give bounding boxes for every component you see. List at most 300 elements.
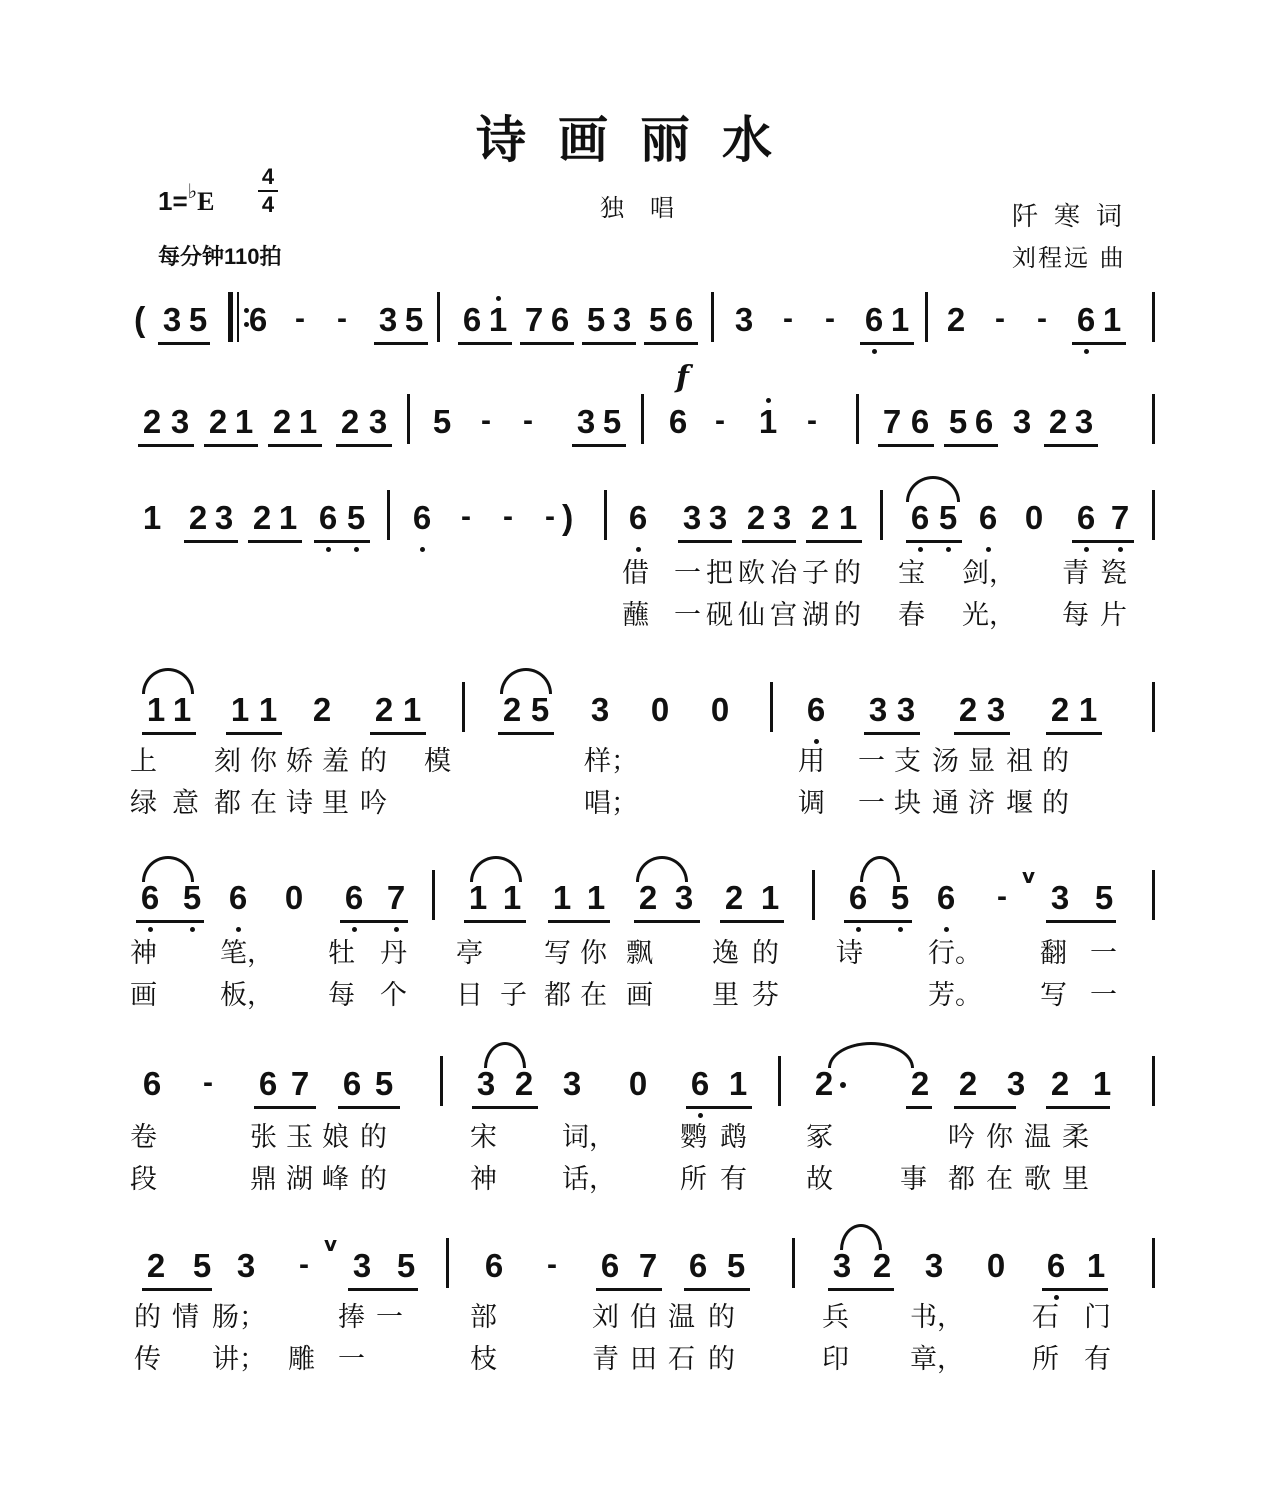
augmentation-dot [840,1082,846,1088]
note: 3 [590,691,610,728]
lyric-char: 有 [1084,1344,1111,1375]
low-octave-dot [1084,547,1089,552]
lyric-char: 宋 [470,1122,497,1153]
extension-dash: - [523,404,533,437]
lyric-char: 刘 [592,1302,619,1333]
time-signature [256,166,280,216]
low-octave-dot [354,547,359,552]
note: 1 [552,879,572,916]
note: 2 [502,691,522,728]
note: 6 [600,1247,620,1284]
low-octave-dot [946,547,951,552]
high-octave-dot [496,296,501,301]
lyric-char: 写 [1040,980,1067,1011]
lyric-char: 书， [910,1302,964,1333]
lyric-char: 词， [562,1122,616,1153]
lyric-char: 块 [894,788,921,819]
eighth-underline [1046,1106,1110,1109]
extension-dash: - [995,302,1005,335]
note: 2 [724,879,744,916]
low-octave-dot [148,927,153,932]
note: 2 [146,1247,166,1284]
eighth-underline [806,540,862,543]
note: 2 [1050,691,1070,728]
lyric-char: 玉 [286,1122,313,1153]
note: 2 [958,1065,978,1102]
note: 0 [650,691,670,728]
eighth-underline [136,920,204,923]
note: 3 [682,499,702,536]
note: 7 [524,301,544,338]
eighth-underline [1072,540,1134,543]
lyric-char: 的 [834,600,861,631]
note: 2 [946,301,966,338]
lyric-char: 你 [250,746,277,777]
lyric-char: 唱； [584,788,638,819]
note: 1 [468,879,488,916]
barline [462,682,465,732]
note: 3 [674,879,694,916]
lyric-char: 张 [250,1122,277,1153]
lyric-char: 飘 [626,938,653,969]
barline [711,292,714,342]
extension-dash: - [545,500,555,533]
lyric-char: 有 [720,1164,747,1195]
eighth-underline [596,1288,662,1291]
note: 3 [832,1247,852,1284]
note: 1 [142,499,162,536]
lyric-char: 把 [706,558,733,589]
lyric-char: 肠； [212,1302,266,1333]
lyric-char: 峰 [322,1164,349,1195]
note: 6 [848,879,868,916]
breath-mark-icon: v [324,1232,338,1256]
lyric-char: 田 [630,1344,657,1375]
low-octave-dot [918,547,923,552]
low-octave-dot [1084,349,1089,354]
note: 1 [758,403,778,440]
barline [856,394,859,444]
lyric-char: 一 [674,600,701,631]
lyric-char: 牡 [328,938,355,969]
note: 2 [810,499,830,536]
eighth-underline [204,444,258,447]
note: 7 [882,403,902,440]
performance-mode: 独唱 [600,194,700,222]
lyric-char: 你 [580,938,607,969]
note: 6 [1076,499,1096,536]
note: 3 [612,301,632,338]
lyric-char: 神 [130,938,157,969]
lyric-char: 调 [798,788,825,819]
note: 1 [402,691,422,728]
note: 5 [374,1065,394,1102]
lyric-char: 一 [1090,938,1117,969]
note: 0 [986,1247,1006,1284]
note: 2 [958,691,978,728]
note: 7 [290,1065,310,1102]
lyric-char: 通 [932,788,959,819]
lyric-char: 每 [1062,600,1089,631]
note: 5 [182,879,202,916]
lyric-char: 行。 [928,938,982,969]
lyric-char: 里 [1062,1164,1089,1195]
extension-dash: - [825,302,835,335]
note: 6 [550,301,570,338]
lyric-char: 板， [220,980,274,1011]
lyricist-credit: 阡寒词 [1012,202,1139,232]
note: 3 [1006,1065,1026,1102]
key-prefix: 1= [158,186,188,216]
repeat-thin-line [237,292,239,342]
lyric-char: 在 [986,1164,1013,1195]
eighth-underline [944,444,998,447]
eighth-underline [374,342,428,345]
lyric-char: 里 [322,788,349,819]
note: 1 [1086,1247,1106,1284]
note: 5 [530,691,550,728]
low-octave-dot [698,1113,703,1118]
eighth-underline [878,444,934,447]
lyric-char: 支 [894,746,921,777]
lyric-char: 蘸 [622,600,649,631]
barline [778,1056,781,1106]
note: 0 [628,1065,648,1102]
lyric-char: 印 [822,1344,849,1375]
note: 6 [690,1065,710,1102]
song-title: 诗画丽水 [476,110,804,169]
note: 1 [760,879,780,916]
note: 3 [214,499,234,536]
eighth-underline [520,342,574,345]
note: 3 [352,1247,372,1284]
lyric-char: 宝 [898,558,925,589]
note: 3 [896,691,916,728]
lyric-char: 温 [1024,1122,1051,1153]
lyric-char: 石 [1032,1302,1059,1333]
eighth-underline [678,540,732,543]
lyric-char: 温 [668,1302,695,1333]
low-octave-dot [986,547,991,552]
note: 2 [1050,1065,1070,1102]
lyric-char: 娇 [286,746,313,777]
extension-dash: - [299,1248,309,1281]
note: 2 [910,1065,930,1102]
low-octave-dot [236,927,241,932]
lyric-char: 吟 [360,788,387,819]
eighth-underline [336,444,392,447]
eighth-underline [1042,1288,1108,1291]
lyric-char: 都 [544,980,571,1011]
barline [387,490,390,540]
note: 3 [734,301,754,338]
lyric-char: 的 [134,1302,161,1333]
note: 2 [208,403,228,440]
note: 3 [1074,403,1094,440]
note: 6 [978,499,998,536]
note: 5 [938,499,958,536]
lyric-char: 日 [456,980,483,1011]
note: 5 [192,1247,212,1284]
note: 2 [188,499,208,536]
note: 3 [236,1247,256,1284]
barline [1152,394,1155,444]
lyric-char: 子 [802,558,829,589]
lyric-char: 吟 [948,1122,975,1153]
slur-tie [828,1042,914,1068]
note: 2 [872,1247,892,1284]
note: 6 [462,301,482,338]
lyric-char: 堰 [1006,788,1033,819]
eighth-underline [634,920,700,923]
lyric-char: 的 [360,1122,387,1153]
breath-mark-icon: v [1022,864,1036,888]
note: 6 [864,301,884,338]
note: 2 [814,1065,834,1102]
note: 6 [936,879,956,916]
note: 5 [648,301,668,338]
note: 1 [258,691,278,728]
note: 5 [404,301,424,338]
eighth-underline [860,342,914,345]
lyric-char: 意 [172,788,199,819]
note: 2 [252,499,272,536]
note: 0 [710,691,730,728]
barline [407,394,410,444]
note: 5 [602,403,622,440]
lyric-char: 枝 [470,1344,497,1375]
lyric-char: 在 [580,980,607,1011]
lyric-char: 诗 [286,788,313,819]
extension-dash: - [461,500,471,533]
lyric-char: 笔， [220,938,274,969]
lyric-char: 青 [592,1344,619,1375]
lyric-char: 在 [250,788,277,819]
barline [604,490,607,540]
eighth-underline [1044,444,1098,447]
note: 6 [910,499,930,536]
lyric-char: 你 [986,1122,1013,1153]
eighth-underline [184,540,238,543]
lyric-char: 祖 [1006,746,1033,777]
note: 7 [1110,499,1130,536]
lyric-char: 所 [680,1164,707,1195]
eighth-underline [844,920,912,923]
lyric-char: 部 [470,1302,497,1333]
extension-dash: - [715,404,725,437]
note: 3 [772,499,792,536]
eighth-underline [248,540,302,543]
lyric-char: 所 [1032,1344,1059,1375]
lyric-char: 的 [708,1344,735,1375]
note: 3 [476,1065,496,1102]
lyric-char: 神 [470,1164,497,1195]
low-octave-dot [898,927,903,932]
note: 7 [386,879,406,916]
note: 2 [514,1065,534,1102]
note: 3 [378,301,398,338]
lyric-char: 故 [806,1164,833,1195]
note: 6 [628,499,648,536]
extension-dash: - [547,1248,557,1281]
lyric-char: 翻 [1040,938,1067,969]
extension-dash: - [807,404,817,437]
eighth-underline [686,1106,752,1109]
note: 2 [638,879,658,916]
lyric-char: 一 [858,788,885,819]
lyric-char: 砚 [706,600,733,631]
note: 2 [340,403,360,440]
note: 3 [576,403,596,440]
extension-dash: - [783,302,793,335]
low-octave-dot [420,547,425,552]
eighth-underline [1046,732,1102,735]
barline [880,490,883,540]
note: 3 [868,691,888,728]
lyric-char: 鹉 [720,1122,747,1153]
low-octave-dot [856,927,861,932]
lyric-char: 子 [500,980,527,1011]
note: 6 [974,403,994,440]
note: 5 [890,879,910,916]
lyric-char: 春 [898,600,925,631]
extension-dash: - [1037,302,1047,335]
eighth-underline [142,1288,212,1291]
lyric-char: 段 [130,1164,157,1195]
note: 3 [170,403,190,440]
eighth-underline [464,920,526,923]
lyric-char: 一 [1090,980,1117,1011]
lyric-char: 的 [708,1302,735,1333]
extension-dash: - [203,1066,213,1099]
lyric-char: 画 [626,980,653,1011]
eighth-underline [742,540,796,543]
note: 0 [1024,499,1044,536]
tempo-marking: 每分钟110拍 [158,244,282,269]
note: 3 [162,301,182,338]
lyric-char: 的 [834,558,861,589]
lyric-char: 羞 [322,746,349,777]
eighth-underline [254,1106,316,1109]
lyric-char: 传 [134,1344,161,1375]
lyric-char: 汤 [932,746,959,777]
eighth-underline [472,1106,538,1109]
note: 1 [234,403,254,440]
barline [1152,490,1155,540]
extension-dash: - [481,404,491,437]
note: 2 [272,403,292,440]
note: 0 [284,879,304,916]
note: 7 [638,1247,658,1284]
lyric-char: 诗 [836,938,863,969]
note: 2 [142,403,162,440]
eighth-underline [1072,342,1126,345]
eighth-underline [158,342,210,345]
note: 3 [1050,879,1070,916]
note: 6 [228,879,248,916]
note: 1 [1092,1065,1112,1102]
extension-dash: - [997,880,1007,913]
note: 1 [146,691,166,728]
note: 6 [258,1065,278,1102]
note: 2 [746,499,766,536]
lyric-char: 雕 [288,1344,315,1375]
low-octave-dot [1118,547,1123,552]
barline [925,292,928,342]
barline [432,870,435,920]
lyric-char: 借 [622,558,649,589]
key-letter: E [197,187,215,216]
parenthesis: ( [134,301,146,339]
note: 2 [374,691,394,728]
note: 5 [948,403,968,440]
note: 1 [586,879,606,916]
low-octave-dot [1054,1295,1059,1300]
lyric-char: 里 [712,980,739,1011]
eighth-underline [572,444,626,447]
note: 5 [586,301,606,338]
lyric-char: 每 [328,980,355,1011]
lyric-char: 的 [1042,746,1069,777]
note: 1 [890,301,910,338]
lyric-char: 宫 [770,600,797,631]
lyric-char: 绿 [130,788,157,819]
lyric-char: 鼎 [250,1164,277,1195]
eighth-underline [142,732,196,735]
eighth-underline [548,920,610,923]
eighth-underline [458,342,512,345]
key-signature [158,179,215,217]
note: 6 [344,879,364,916]
lyric-char: 柔 [1062,1122,1089,1153]
eighth-underline [1046,920,1116,923]
lyric-char: 都 [948,1164,975,1195]
note: 5 [432,403,452,440]
lyric-char: 欧 [738,558,765,589]
note: 1 [278,499,298,536]
lyric-char: 湖 [802,600,829,631]
note: 6 [142,1065,162,1102]
extension-dash: - [295,302,305,335]
lyric-char: 上 [130,746,157,777]
lyric-char: 瓷 [1100,558,1127,589]
lyric-char: 事 [900,1164,927,1195]
barline [812,870,815,920]
high-octave-dot [766,398,771,403]
lyric-char: 门 [1084,1302,1111,1333]
note: 2 [1048,403,1068,440]
eighth-underline [340,920,408,923]
lyric-char: 一 [376,1302,403,1333]
lyric-char: 情 [172,1302,199,1333]
note: 6 [342,1065,362,1102]
eighth-underline [828,1288,894,1291]
eighth-underline [906,540,962,543]
lyric-char: 丹 [380,938,407,969]
lyric-char: 显 [968,746,995,777]
lyric-char: 讲； [212,1344,266,1375]
note: 1 [1102,301,1122,338]
note: 1 [502,879,522,916]
note: 2 [312,691,332,728]
note: 6 [674,301,694,338]
lyric-char: 冢 [806,1122,833,1153]
eighth-underline [684,1288,750,1291]
lyric-char: 伯 [630,1302,657,1333]
lyric-char: 都 [214,788,241,819]
barline [1152,682,1155,732]
note: 6 [910,403,930,440]
